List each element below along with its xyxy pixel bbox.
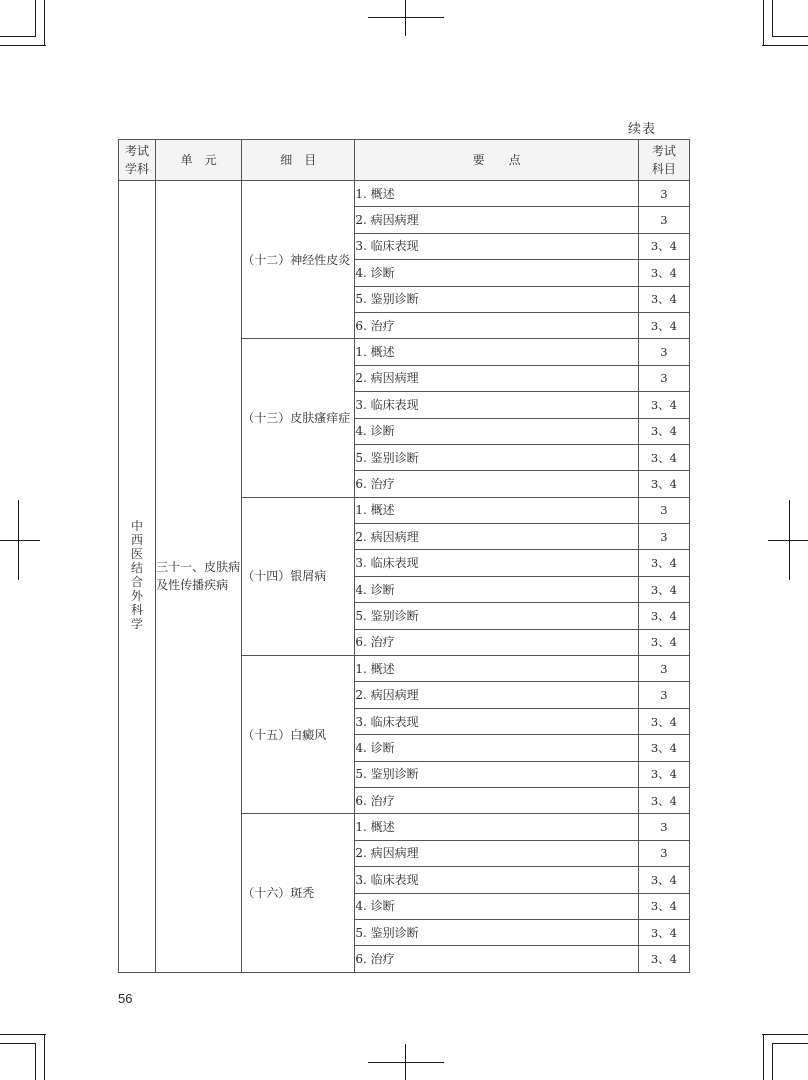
- exam-cell: 3: [638, 682, 689, 708]
- point-cell: 2. 病因病理: [355, 840, 638, 866]
- exam-cell: 3、4: [638, 867, 689, 893]
- header-row: [119, 140, 690, 181]
- point-cell: 6. 治疗: [355, 471, 638, 497]
- exam-cell: 3、4: [638, 260, 689, 286]
- point-cell: 5. 鉴别诊断: [355, 603, 638, 629]
- exam-cell: 3: [638, 497, 689, 523]
- exam-cell: 3: [638, 840, 689, 866]
- point-cell: 3. 临床表现: [355, 708, 638, 734]
- header-detail: 细 目: [242, 140, 355, 181]
- syllabus-table: [118, 139, 690, 973]
- point-cell: 3. 临床表现: [355, 867, 638, 893]
- exam-cell: 3、4: [638, 761, 689, 787]
- exam-cell: 3: [638, 656, 689, 682]
- point-cell: 4. 诊断: [355, 260, 638, 286]
- point-cell: 4. 诊断: [355, 735, 638, 761]
- exam-cell: 3、4: [638, 233, 689, 259]
- exam-cell: 3: [638, 181, 689, 207]
- unit-cell: 三十一、皮肤病及性传播疾病: [156, 181, 242, 973]
- point-cell: 3. 临床表现: [355, 392, 638, 418]
- point-cell: 4. 诊断: [355, 893, 638, 919]
- continued-label: 续表: [628, 122, 657, 137]
- point-cell: 6. 治疗: [355, 946, 638, 972]
- point-cell: 1. 概述: [355, 497, 638, 523]
- exam-cell: 3、4: [638, 919, 689, 945]
- point-cell: 5. 鉴别诊断: [355, 444, 638, 470]
- exam-cell: 3: [638, 207, 689, 233]
- point-cell: 5. 鉴别诊断: [355, 761, 638, 787]
- point-cell: 3. 临床表现: [355, 550, 638, 576]
- header-points: 要 点: [355, 140, 638, 181]
- detail-cell: （十四）银屑病: [242, 497, 355, 655]
- detail-cell: （十五）白癜风: [242, 656, 355, 814]
- exam-cell: 3: [638, 524, 689, 550]
- page-number: 56: [118, 991, 133, 1006]
- point-cell: 1. 概述: [355, 656, 638, 682]
- exam-cell: 3: [638, 365, 689, 391]
- exam-cell: 3、4: [638, 708, 689, 734]
- point-cell: 5. 鉴别诊断: [355, 286, 638, 312]
- exam-cell: 3、4: [638, 603, 689, 629]
- exam-cell: 3、4: [638, 550, 689, 576]
- detail-cell: （十三）皮肤瘙痒症: [242, 339, 355, 497]
- exam-cell: 3、4: [638, 893, 689, 919]
- detail-cell: （十六）斑秃: [242, 814, 355, 972]
- point-cell: 1. 概述: [355, 339, 638, 365]
- point-cell: 4. 诊断: [355, 418, 638, 444]
- exam-cell: 3: [638, 339, 689, 365]
- point-cell: 1. 概述: [355, 814, 638, 840]
- point-cell: 4. 诊断: [355, 576, 638, 602]
- detail-cell: （十二）神经性皮炎: [242, 181, 355, 339]
- exam-cell: 3、4: [638, 418, 689, 444]
- exam-cell: 3、4: [638, 735, 689, 761]
- header-exam: 考试 科目: [638, 140, 689, 181]
- subject-text: 中西医结合外科学: [131, 519, 144, 632]
- table-row: [119, 181, 690, 207]
- exam-cell: 3、4: [638, 392, 689, 418]
- point-cell: 6. 治疗: [355, 787, 638, 813]
- exam-cell: 3、4: [638, 286, 689, 312]
- exam-cell: 3、4: [638, 312, 689, 338]
- point-cell: 6. 治疗: [355, 629, 638, 655]
- exam-cell: 3、4: [638, 629, 689, 655]
- point-cell: 2. 病因病理: [355, 682, 638, 708]
- exam-cell: 3、4: [638, 471, 689, 497]
- subject-cell: [119, 181, 156, 973]
- point-cell: 2. 病因病理: [355, 207, 638, 233]
- exam-cell: 3、4: [638, 444, 689, 470]
- point-cell: 2. 病因病理: [355, 524, 638, 550]
- point-cell: 5. 鉴别诊断: [355, 919, 638, 945]
- point-cell: 3. 临床表现: [355, 233, 638, 259]
- point-cell: 2. 病因病理: [355, 365, 638, 391]
- header-subject: 考试 学科: [119, 140, 156, 181]
- header-unit: 单 元: [156, 140, 242, 181]
- exam-cell: 3、4: [638, 787, 689, 813]
- exam-cell: 3、4: [638, 946, 689, 972]
- point-cell: 6. 治疗: [355, 312, 638, 338]
- exam-cell: 3: [638, 814, 689, 840]
- exam-cell: 3、4: [638, 576, 689, 602]
- point-cell: 1. 概述: [355, 181, 638, 207]
